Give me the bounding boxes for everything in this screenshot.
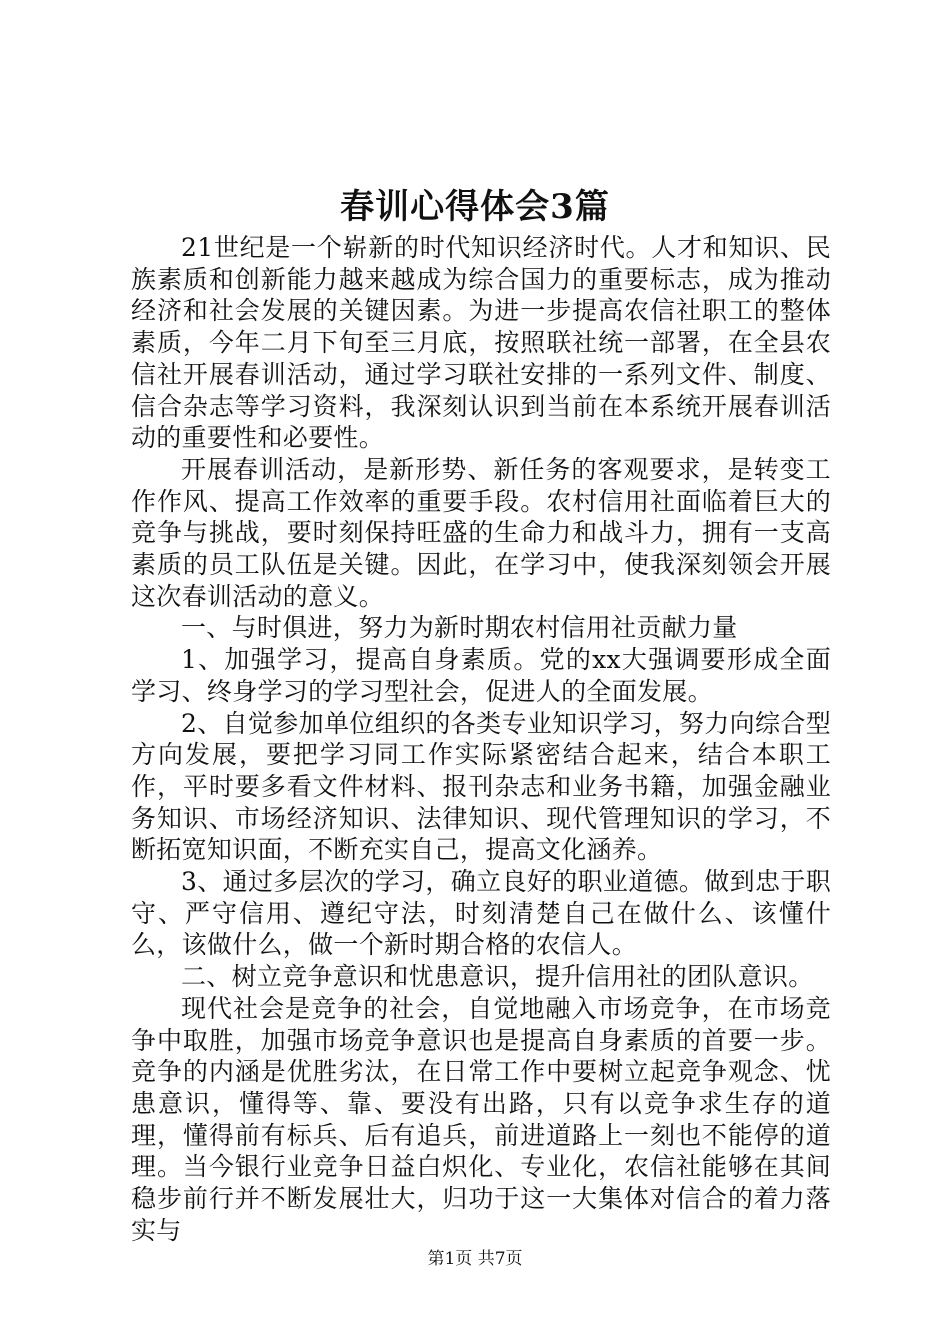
document-body (131, 232, 831, 1247)
paragraph-point-3: 3、通过多层次的学习，确立良好的职业道德。做到忠于职守、严守信用、遵纪守法，时刻清楚自己在做什么、该懂什么，该做什么，做一个新时期合格的农信人。 (131, 867, 831, 960)
paragraph-competition: 现代社会是竞争的社会，自觉地融入市场竞争，在市场竞争中取胜，加强市场竞争意识也是提高自身素质的首要一步。竞争的内涵是优胜劣汰，在日常工作中要树立起竞争观念、忧患意识，懂得等、靠、要没有出路，只有以竞争求生存的道理，懂得前有标兵、后有追兵，前进道路上一刻也不能停的道理。当今银行业竞争日益白炽化、专业化，农信社能够在其间稳步前行并不断发展壮大，归功于这一大集体对信合的着力落实与 (131, 993, 831, 1245)
document-title: 春训心得体会3篇 (340, 187, 610, 227)
section-heading-2: 二、树立竞争意识和忧患意识，提升信用社的团队意识。 (181, 962, 814, 992)
paragraph-point-1: 1、加强学习，提高自身素质。党的xx大强调要形成全面学习、终身学习的学习型社会，促进人的全面发展。 (131, 645, 831, 706)
paragraph-point-2: 2、自觉参加单位组织的各类专业知识学习，努力向综合型方向发展，要把学习同工作实际紧密结合起来，结合本职工作，平时要多看文件材料、报刊杂志和业务书籍，加强金融业务知识、市场经济知识、法律知识、现代管理知识的学习，不断拓宽知识面，不断充实自己，提高文化涵养。 (131, 708, 831, 865)
paragraph-intro: 21世纪是一个崭新的时代知识经济时代。人才和知识、民族素质和创新能力越来越成为综合国力的重要标志，成为推动经济和社会发展的关键因素。为进一步提高农信社职工的整体素质，今年二月下旬至三月底，按照联社统一部署，在全县农信社开展春训活动，通过学习联社安排的一系列文件、制度、信合杂志等学习资料，我深刻认识到当前在本系统开展春训活动的重要性和必要性。 (131, 233, 831, 453)
page-number-footer: 第1页 共7页 (427, 1249, 523, 1269)
paragraph-significance: 开展春训活动，是新形势、新任务的客观要求，是转变工作作风、提高工作效率的重要手段。农村信用社面临着巨大的竞争与挑战，要时刻保持旺盛的生命力和战斗力，拥有一支高素质的员工队伍是关键。因此，在学习中，使我深刻领会开展这次春训活动的意义。 (131, 454, 831, 611)
section-heading-1: 一、与时俱进，努力为新时期农村信用社贡献力量 (181, 613, 738, 643)
